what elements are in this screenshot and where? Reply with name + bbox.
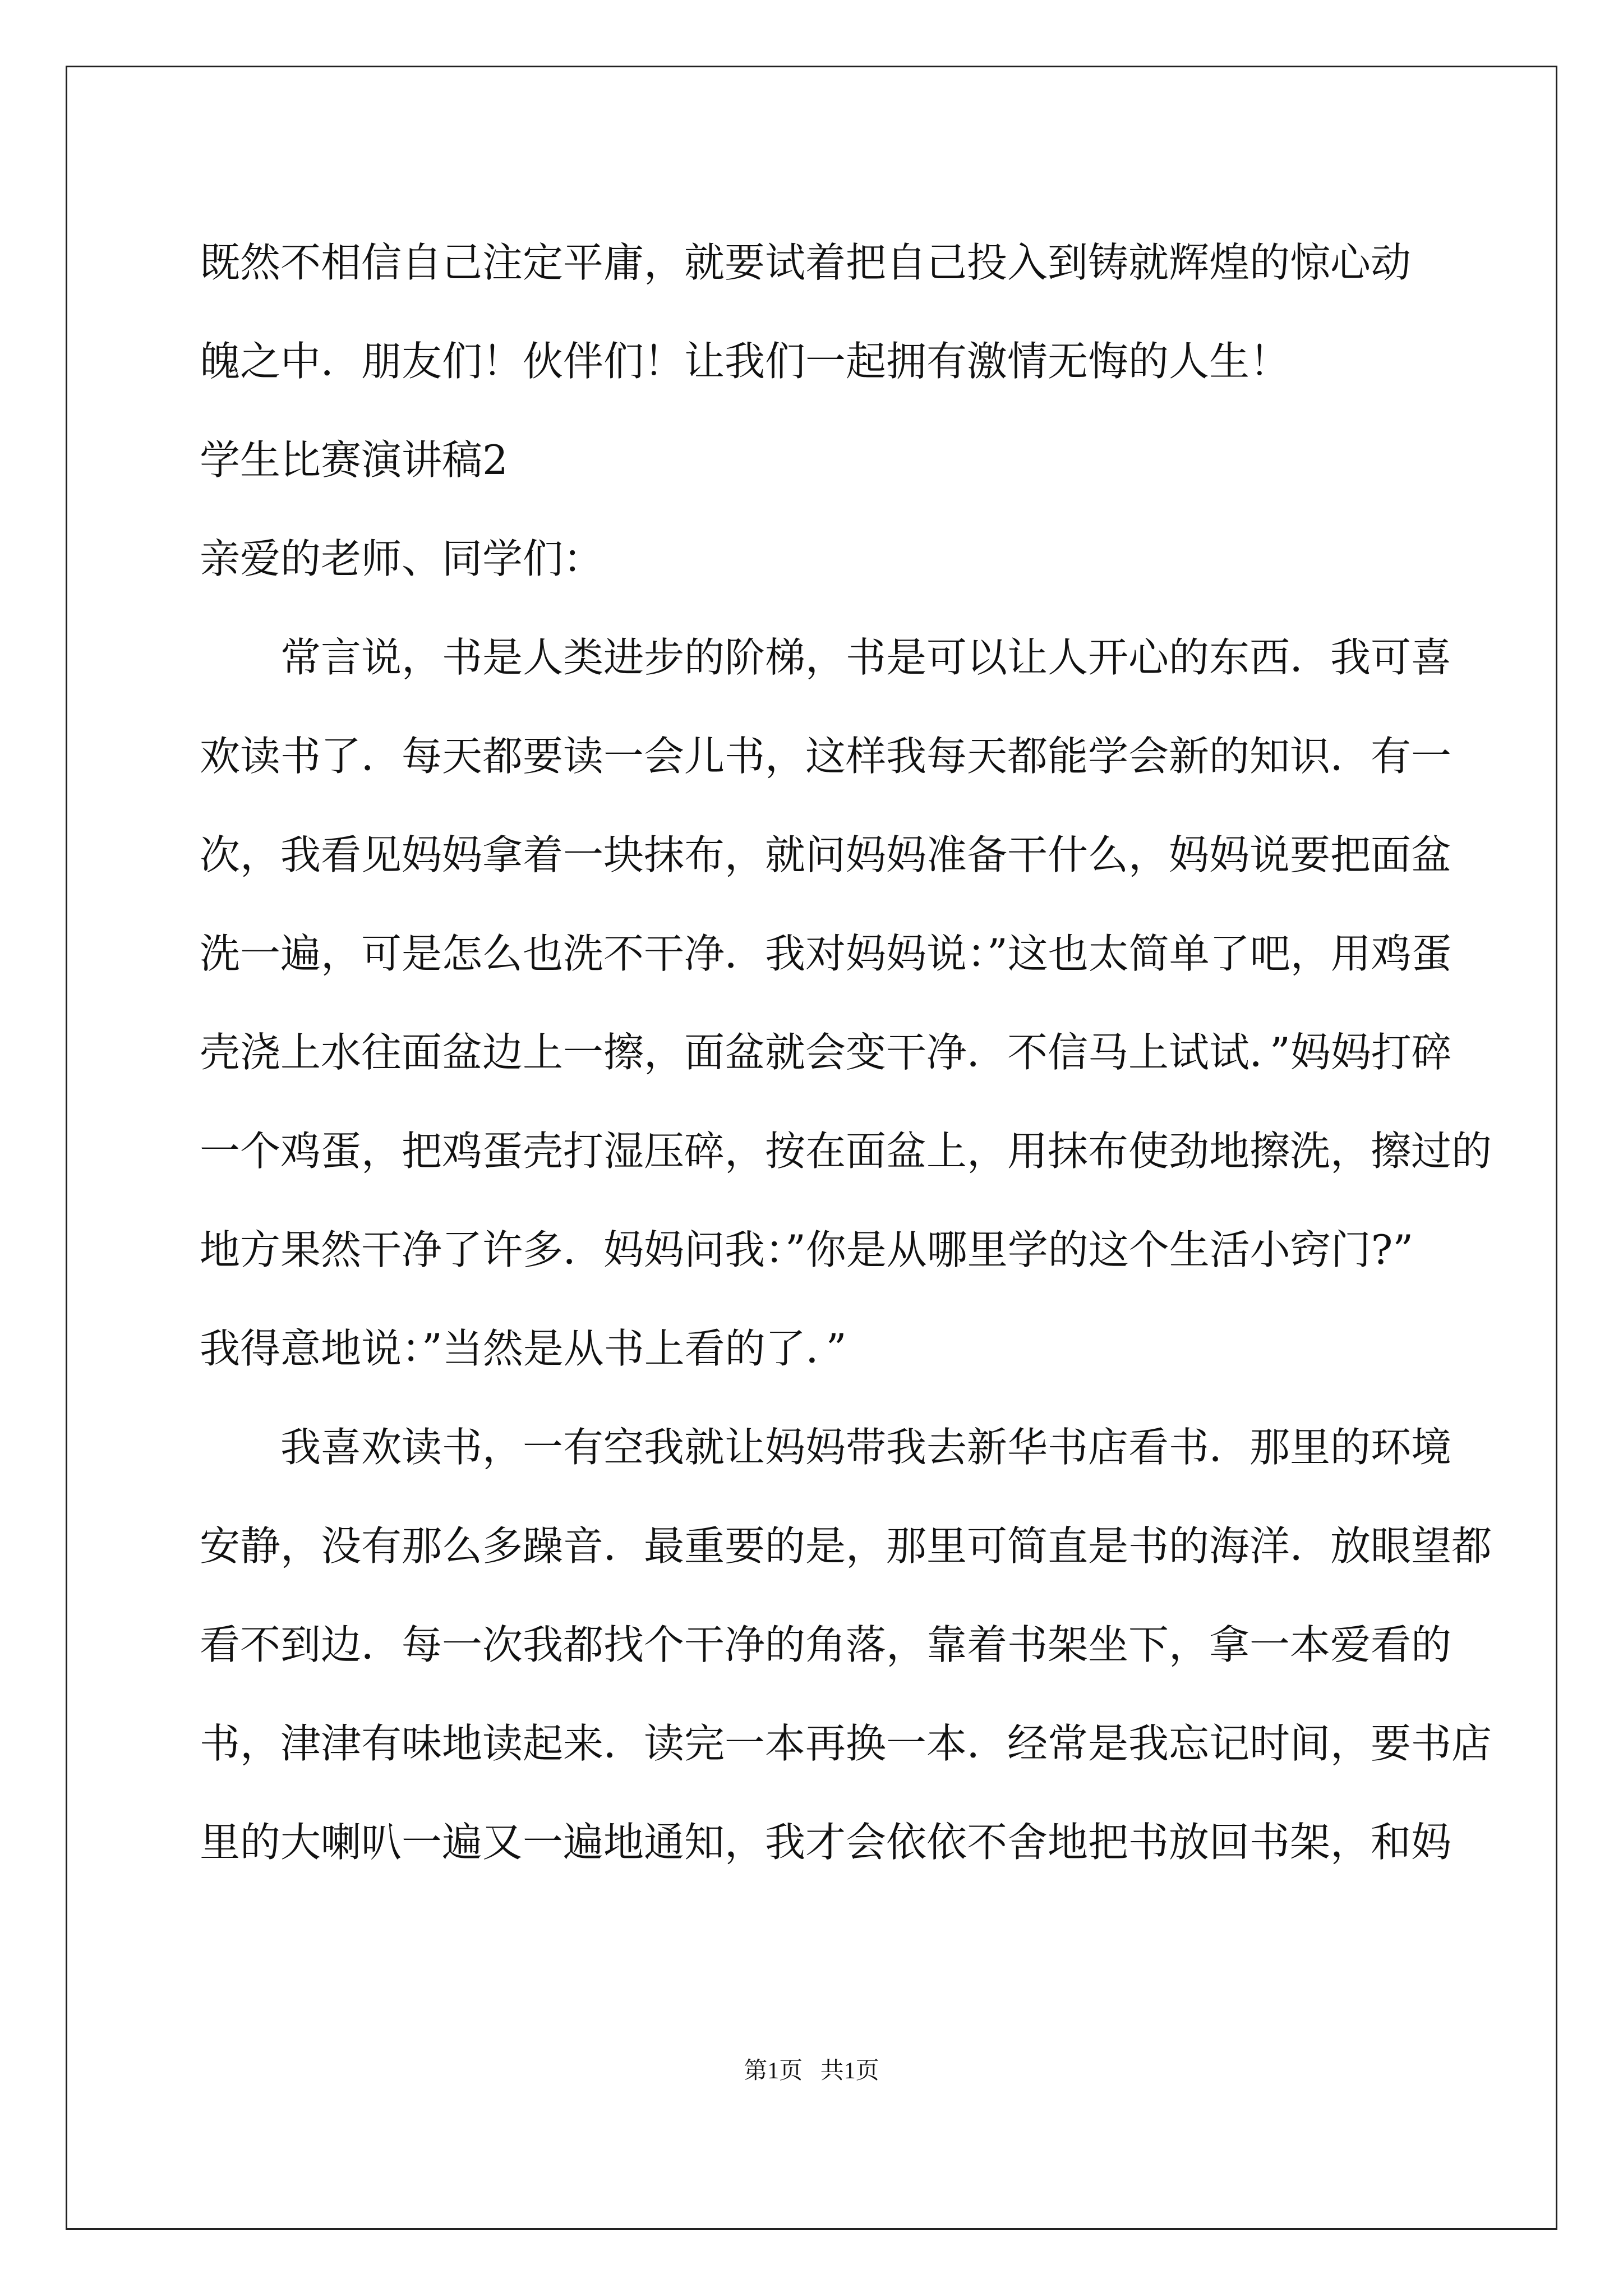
- paragraph-first-line: 常言说，书是人类进步的阶梯，书是可以让人开心的东西．我可喜: [280, 634, 1452, 681]
- body-line: 次，我看见妈妈拿着一块抹布，就问妈妈准备干什么，妈妈说要把面盆: [200, 831, 1452, 878]
- body-line: 洗一遍，可是怎么也洗不干净．我对妈妈说：”这也太简单了吧，用鸡蛋: [200, 930, 1452, 977]
- body-line: 既然不相信自己注定平庸，就要试着把自己投入到铸就辉煌的惊心动: [200, 239, 1412, 286]
- body-line: 里的大喇叭一遍又一遍地通知，我才会依依不舍地把书放回书架，和妈: [200, 1819, 1452, 1866]
- body-line: 壳浇上水往面盆边上一擦，面盆就会变干净．不信马上试试．”妈妈打碎: [200, 1029, 1452, 1076]
- salutation: 亲爱的老师、同学们：: [200, 535, 604, 582]
- body-line: 我得意地说：”当然是从书上看的了．”: [200, 1325, 847, 1372]
- body-line: 一个鸡蛋，把鸡蛋壳打湿压碎，按在面盆上，用抹布使劲地擦洗，擦过的: [200, 1128, 1492, 1175]
- document-body: [200, 213, 1492, 1892]
- body-line: 看不到边．每一次我都找个干净的角落，靠着书架坐下，拿一本爱看的: [200, 1621, 1452, 1668]
- body-line: 地方果然干净了许多．妈妈问我：”你是从哪里学的这个生活小窍门?”: [200, 1226, 1414, 1273]
- body-line: 安静，没有那么多躁音．最重要的是，那里可简直是书的海洋．放眼望都: [200, 1522, 1492, 1570]
- page-number-footer: 第1页 共1页: [744, 2058, 879, 2084]
- paragraph-first-line: 我喜欢读书，一有空我就让妈妈带我去新华书店看书．那里的环境: [280, 1424, 1452, 1471]
- body-line: 魄之中．朋友们！伙伴们！让我们一起拥有激情无悔的人生！: [200, 338, 1290, 385]
- body-line: 书，津津有味地读起来．读完一本再换一本．经常是我忘记时间，要书店: [200, 1720, 1492, 1767]
- section-heading: 学生比赛演讲稿2: [200, 436, 508, 484]
- body-line: 欢读书了．每天都要读一会儿书，这样我每天都能学会新的知识．有一: [200, 733, 1452, 780]
